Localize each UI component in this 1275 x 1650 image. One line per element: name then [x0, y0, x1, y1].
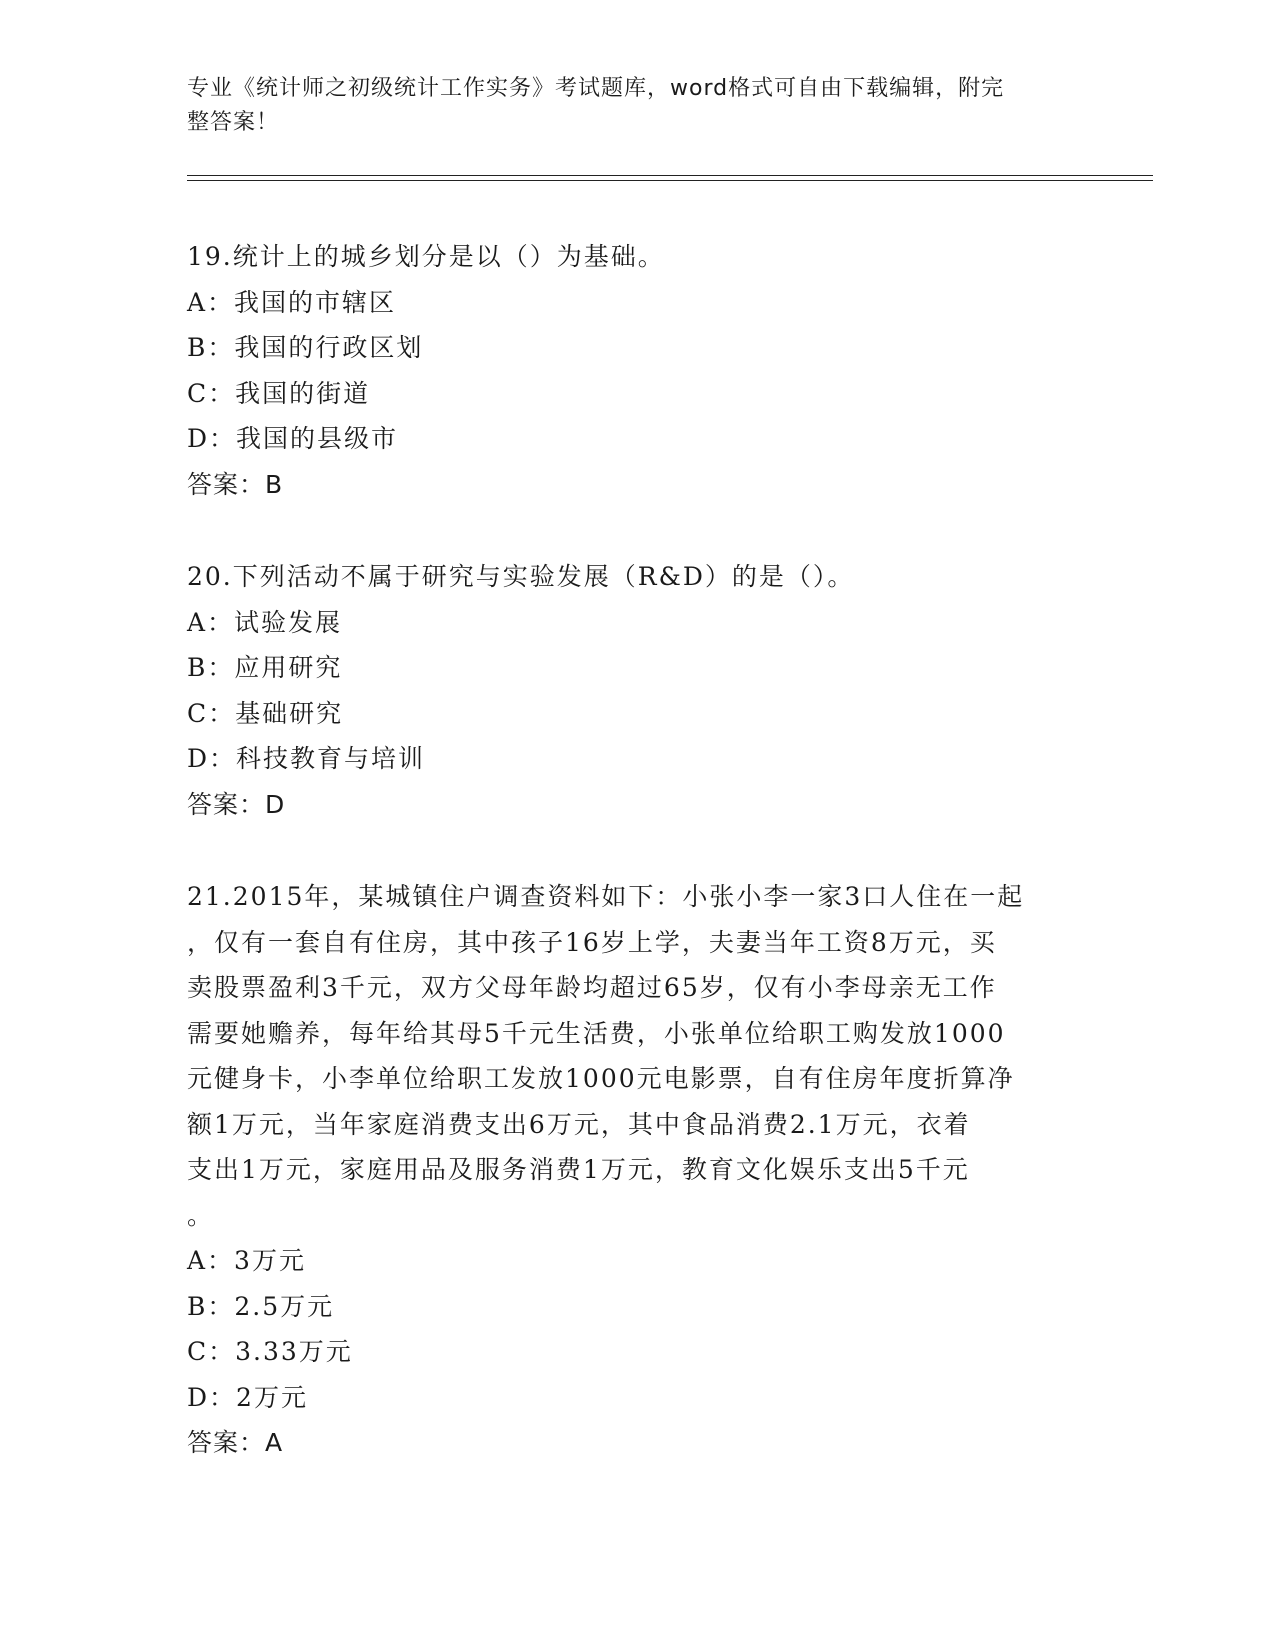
- question-stem-line: 需要她赡养，每年给其母5千元生活费，小张单位给职工购发放1000: [187, 1018, 1006, 1048]
- question-stem-line: 。: [187, 1200, 215, 1230]
- answer: 答案：D: [187, 789, 286, 819]
- option-a: A：3万元: [187, 1246, 306, 1275]
- question-20: [187, 554, 1087, 827]
- option-d: D：2万元: [187, 1382, 308, 1412]
- option-a: A：我国的市辖区: [187, 287, 397, 317]
- question-stem-line: 额1万元，当年家庭消费支出6万元，其中食品消费2.1万元，衣着: [187, 1109, 971, 1139]
- header-divider-top: [187, 175, 1153, 176]
- question-stem-line: 卖股票盈利3千元，双方父母年龄均超过65岁，仅有小李母亲无工作: [187, 973, 997, 1002]
- question-stem-line: 支出1万元，家庭用品及服务消费1万元，教育文化娱乐支出5千元: [187, 1155, 970, 1184]
- option-b: B：2.5万元: [187, 1291, 335, 1321]
- option-d: D：我国的县级市: [187, 424, 399, 453]
- header-line-1: 专业《统计师之初级统计工作实务》考试题库，word格式可自由下载编辑，附完: [187, 76, 1005, 101]
- question-19: [187, 234, 1087, 507]
- answer: 答案：B: [187, 469, 284, 499]
- option-b: B：应用研究: [187, 653, 343, 682]
- option-b: B：我国的行政区划: [187, 333, 424, 362]
- option-c: C：我国的街道: [187, 378, 371, 408]
- question-stem-line: 21.2015年，某城镇住户调查资料如下：小张小李一家3口人住在一起: [187, 882, 1025, 911]
- option-a: A：试验发展: [187, 607, 343, 637]
- header-line-2: 整答案！: [187, 110, 280, 135]
- option-c: C：3.33万元: [187, 1337, 353, 1366]
- question-stem: 20.下列活动不属于研究与实验发展（R&D）的是（）。: [187, 562, 855, 591]
- question-stem-line: 元健身卡，小李单位给职工发放1000元电影票，自有住房年度折算净: [187, 1064, 1015, 1093]
- question-stem-line: ，仅有一套自有住房，其中孩子16岁上学，夫妻当年工资8万元，买: [187, 927, 997, 957]
- document-header: [187, 72, 1087, 140]
- answer: 答案：A: [187, 1428, 284, 1457]
- question-stem: 19.统计上的城乡划分是以（）为基础。: [187, 242, 665, 271]
- header-divider-bottom: [187, 180, 1153, 181]
- question-21: [187, 874, 1087, 1466]
- option-d: D：科技教育与培训: [187, 744, 426, 773]
- option-c: C：基础研究: [187, 698, 344, 728]
